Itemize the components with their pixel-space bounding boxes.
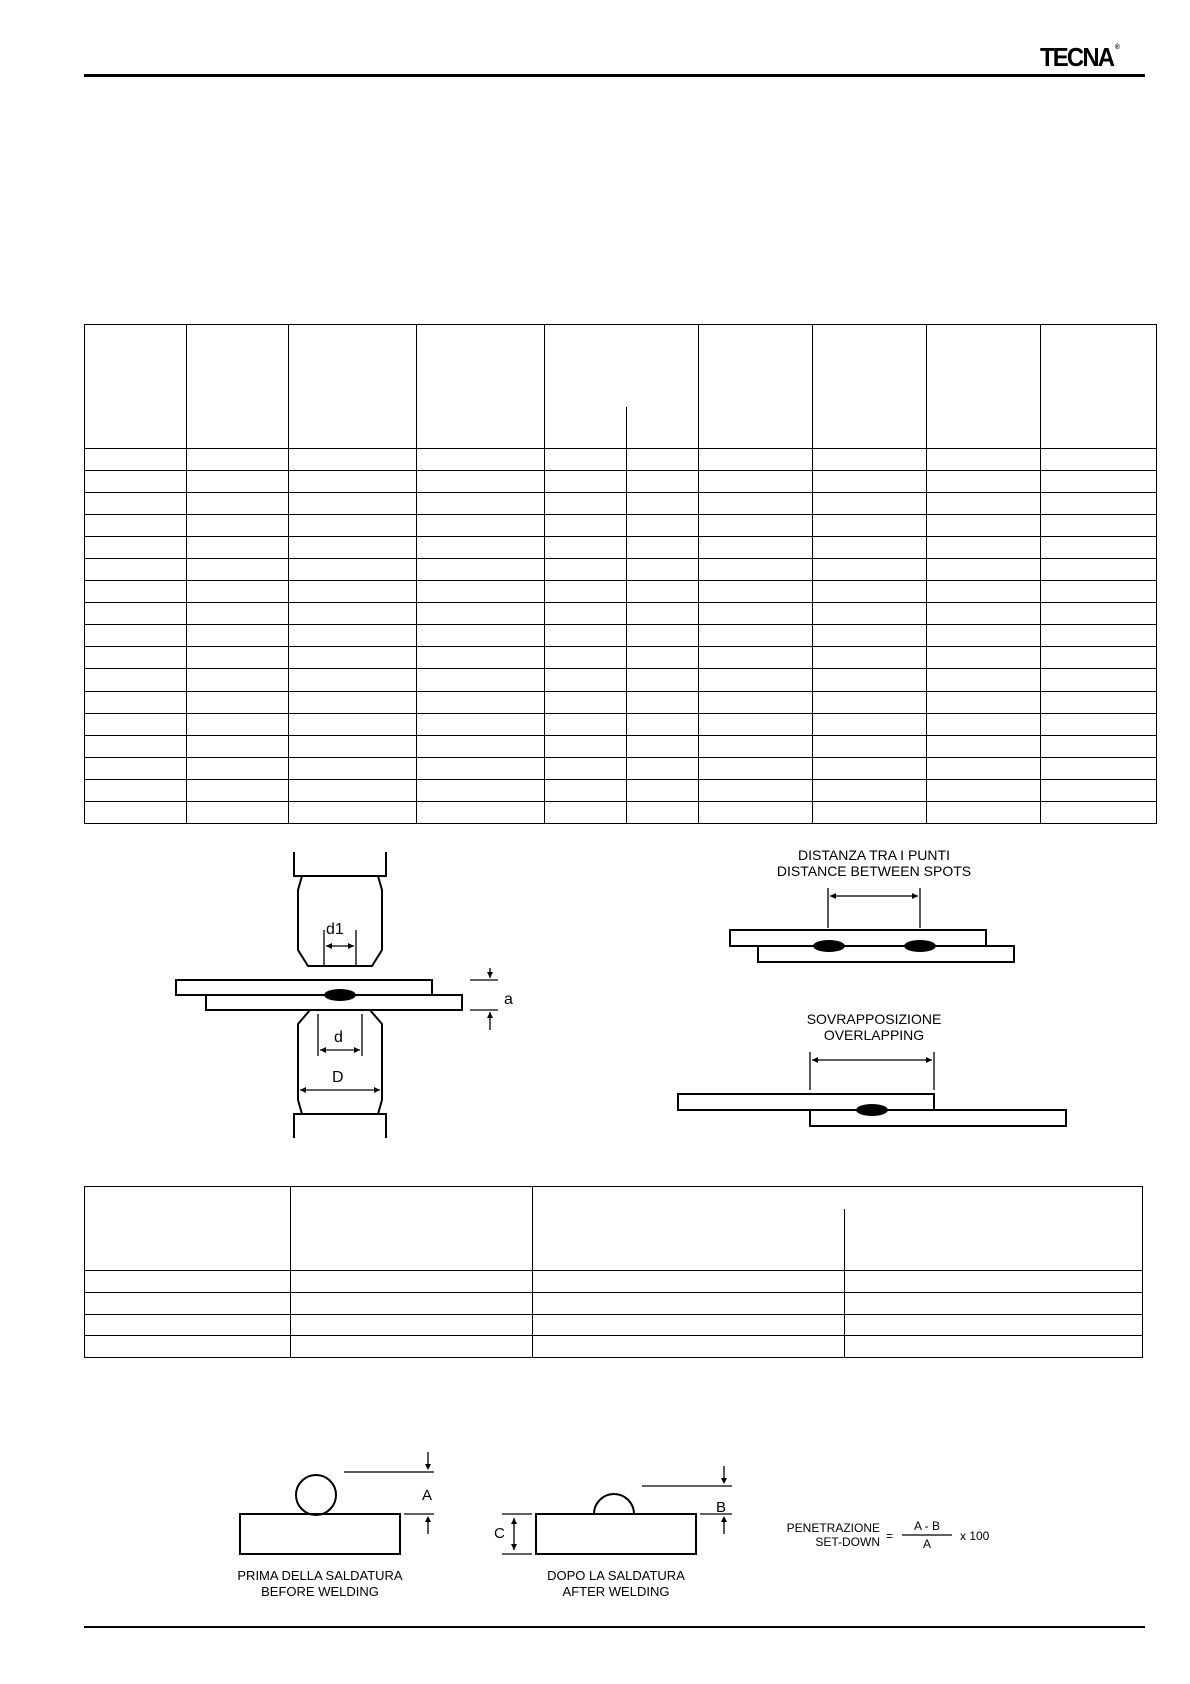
label-A: A xyxy=(422,1487,433,1504)
formula-label-it: PENETRAZIONE xyxy=(786,1521,880,1535)
before-welding-label-it: PRIMA DELLA SALDATURA xyxy=(237,1568,403,1583)
before-welding-diagram xyxy=(240,1452,434,1554)
footer-rule xyxy=(84,1626,1145,1628)
formula-equals: = xyxy=(886,1529,894,1543)
label-C: C xyxy=(494,1525,505,1542)
overlap-label-en: OVERLAPPING xyxy=(823,1027,925,1043)
after-welding-label-it: DOPO LA SALDATURA xyxy=(547,1568,685,1583)
label-d: d xyxy=(334,1029,343,1046)
formula-multiplier: x 100 xyxy=(960,1529,990,1543)
overlap-label-it: SOVRAPPOSIZIONE xyxy=(806,1011,942,1027)
weld-nugget xyxy=(904,940,936,952)
label-B: B xyxy=(716,1499,727,1516)
label-D: D xyxy=(332,1069,344,1086)
after-welding-diagram xyxy=(502,1466,732,1554)
label-d1: d1 xyxy=(326,921,344,938)
formula-denominator: A xyxy=(922,1537,932,1551)
weld-nugget xyxy=(813,940,845,952)
spot-distance-diagram xyxy=(730,888,1014,962)
formula-label-en: SET-DOWN xyxy=(815,1535,880,1549)
logo-text: TECNA xyxy=(1040,42,1114,72)
spot-distance-label-en: DISTANCE BETWEEN SPOTS xyxy=(776,863,972,879)
after-welding-label-en: AFTER WELDING xyxy=(562,1584,670,1599)
before-welding-label-en: BEFORE WELDING xyxy=(261,1584,379,1599)
formula-numerator: A - B xyxy=(913,1519,941,1533)
weld-nugget xyxy=(324,989,356,1001)
registered-mark: ® xyxy=(1115,44,1120,51)
spot-distance-label-it: DISTANZA TRA I PUNTI xyxy=(798,847,950,863)
label-a: a xyxy=(504,991,513,1008)
weld-nugget xyxy=(856,1104,888,1116)
